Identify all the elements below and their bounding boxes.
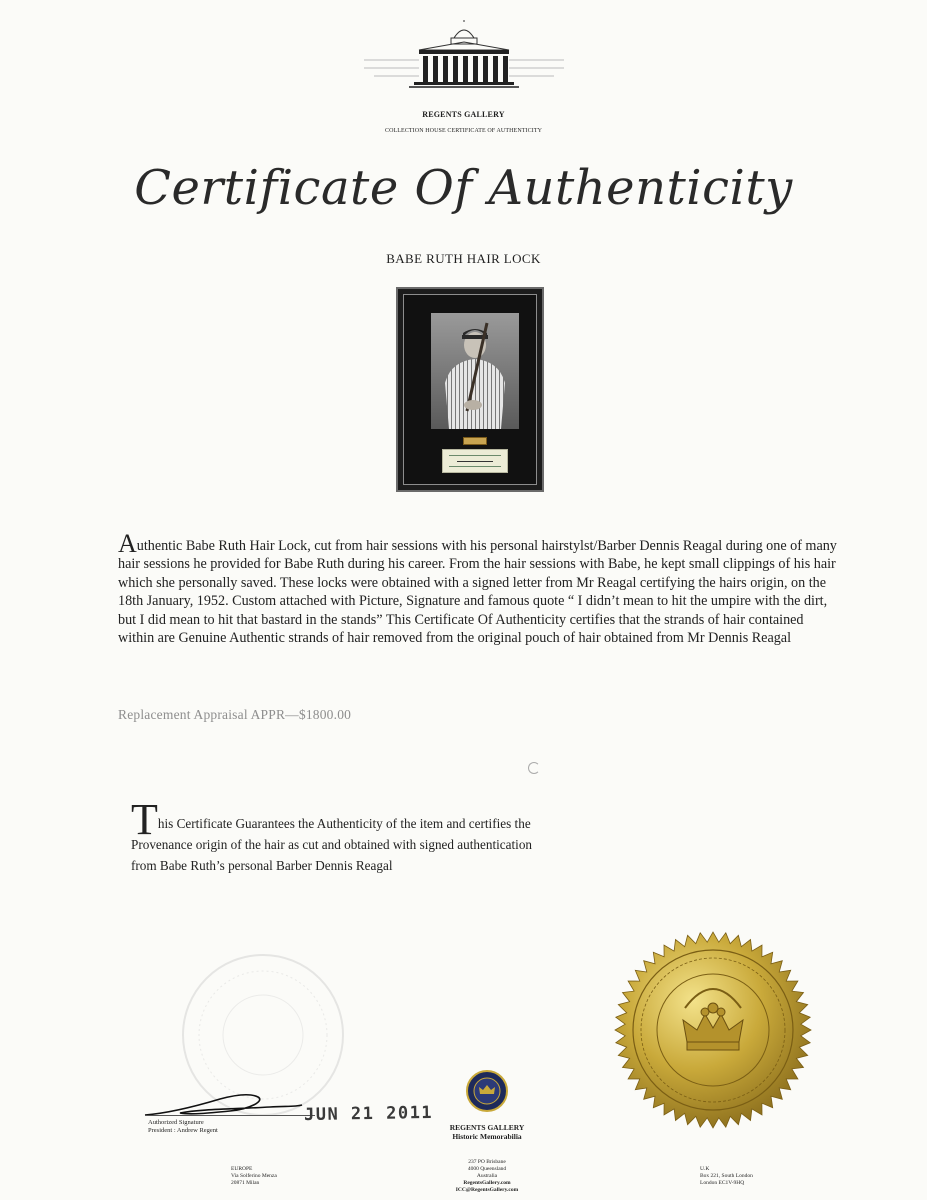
frame-inner bbox=[403, 294, 537, 485]
address-line: London EC1V-9HQ bbox=[700, 1180, 745, 1186]
description-text: uthentic Babe Ruth Hair Lock, cut from hair sessions with his personal hairstylst/Barber Dennis Reagal during one of many hair sessions he provided for Babe Ruth during his career. From the hair sessions with Babe, he kept small clippings of his hair which she personally saved. These locks were obtained with a signed letter from Mr Reagal certifying the hairs origin, on the 18th January, 1952. Custom attached with Picture, Signature and famous quote “ I didn’t mean to hit the umpire with the dirt, but I did mean to hit that bastard in the stands” This Certificate Of Authenticity certifies that the strands of hair contained within are Genuine Authentic strands of hair removed from the original pouch of hair obtained from Mr Dennis Reagal bbox=[118, 538, 837, 647]
signature-line bbox=[145, 1115, 315, 1116]
capitol-building-logo-icon bbox=[359, 20, 569, 110]
guarantee-dropcap: T bbox=[131, 795, 158, 844]
address-line: 4000 Queensland bbox=[467, 1166, 507, 1172]
address-line: EUROPE bbox=[231, 1166, 253, 1172]
address-line: Via Solferino Menza bbox=[231, 1173, 277, 1179]
babe-ruth-photo bbox=[431, 313, 519, 429]
footer-gallery-tagline: Historic Memorabilia bbox=[452, 1132, 522, 1141]
email-link: ICC@RegentsGallery.com bbox=[455, 1187, 519, 1193]
certificate-title: Certificate Of Authenticity bbox=[134, 160, 793, 216]
address-line: 20871 Milan bbox=[231, 1180, 260, 1186]
gold-crown-seal-icon bbox=[613, 930, 813, 1130]
guarantee-line-2: Provenance origin of the hair as cut and obtained with signed authentication bbox=[131, 837, 533, 852]
footer-gallery-name: REGENTS GALLERY bbox=[449, 1123, 525, 1132]
gallery-subtitle: COLLECTION HOUSE CERTIFICATE OF AUTHENTICITY bbox=[384, 128, 543, 134]
signatory-name: President : Andrew Regent bbox=[148, 1127, 218, 1134]
address-line: U.K bbox=[700, 1166, 710, 1172]
description-paragraph bbox=[118, 529, 838, 647]
framed-photo bbox=[396, 287, 544, 492]
guarantee-line-3: from Babe Ruth’s personal Barber Dennis Reagal bbox=[131, 857, 393, 873]
appraisal-value: Replacement Appraisal APPR—$1800.00 bbox=[118, 707, 352, 722]
address-line: Australia bbox=[476, 1173, 498, 1179]
address-line: 237 PO Brisbane bbox=[468, 1159, 506, 1165]
gallery-name: REGENTS GALLERY bbox=[422, 110, 505, 119]
signature-label-block bbox=[148, 1119, 218, 1135]
address-line: Box 221, South London bbox=[700, 1173, 753, 1179]
website-link: RegentsGallery.com bbox=[463, 1180, 511, 1186]
description-dropcap: A bbox=[118, 529, 137, 558]
regents-medallion-icon bbox=[466, 1070, 508, 1112]
signature-label: Authorized Signature bbox=[148, 1119, 204, 1126]
footer-uk-address bbox=[700, 1166, 753, 1187]
date-stamp: JUN 21 2011 bbox=[303, 1102, 434, 1126]
footer-center-address bbox=[387, 1159, 587, 1194]
item-title: BABE RUTH HAIR LOCK bbox=[386, 251, 541, 266]
footer-center bbox=[387, 1123, 587, 1194]
footer-europe-address bbox=[231, 1166, 277, 1187]
guarantee-paragraph bbox=[131, 795, 631, 876]
guarantee-line-1: his Certificate Guarantees the Authenticity of the item and certifies the bbox=[157, 816, 531, 831]
name-plaque bbox=[463, 437, 487, 445]
signature-card bbox=[442, 449, 508, 473]
stray-mark bbox=[528, 762, 540, 774]
